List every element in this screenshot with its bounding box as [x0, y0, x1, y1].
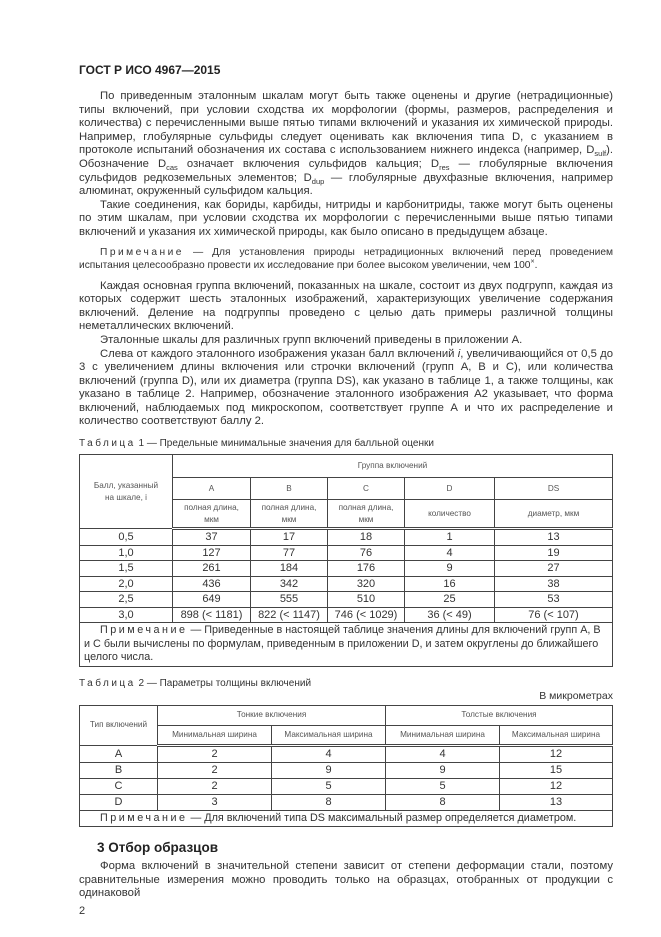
table-row [80, 545, 613, 561]
paragraph-subgroups: Каждая основная группа включений, показанных на шкале, состоит из двух подгрупп, каждая из которых содержит шесть эталонных изображений, характеризующих увеличение содержания включений. Деление на подгруппы проведено с целью дать примеры различной толщины неметаллических включений. [79, 279, 613, 333]
table-cell: A [80, 745, 158, 762]
table2-caption [79, 677, 613, 690]
table-cell: 649 [173, 592, 251, 608]
thick-header: Толстые включения [386, 705, 613, 725]
text: ). Обозначение D [79, 144, 613, 170]
body-text-3 [79, 860, 613, 901]
group-cell: C [328, 478, 405, 500]
table-row [80, 607, 613, 623]
table-cell: 9 [272, 762, 386, 778]
page-number: 2 [79, 904, 86, 917]
table-row [80, 745, 613, 762]
row-header: Балл, указанный на шкале, i [80, 455, 173, 529]
table-cell: 3 [158, 794, 272, 810]
section-heading: 3 Отбор образцов [97, 840, 219, 856]
document-header: ГОСТ Р ИСО 4967—2015 [79, 63, 221, 77]
text: По приведенным эталонным шкалам могут быть также оценены и другие (нетрадиционные) типы включений, при условии сходства их морфологии (формы, размеров, распределения и количества) с перечисленными выше пятью типами включений и указания их химической природы. Например, глобулярные сульфиды следует оценивать как включения типа D, с указанием в протоколе испытаний обозначения их состава с использованием нижнего индекса (например, D [79, 90, 613, 157]
table-row [80, 762, 613, 778]
group-cell: A [173, 478, 251, 500]
table-row [80, 592, 613, 608]
note-label: Примечание [100, 246, 184, 258]
table-cell: 436 [173, 576, 251, 592]
table-cell: 320 [328, 576, 405, 592]
note-1 [79, 246, 613, 272]
table-cell: 38 [495, 576, 613, 592]
subscript: cas [166, 162, 178, 172]
text: Слева от каждого эталонного изображения указан балл включений [100, 347, 458, 360]
paragraph-scales: Эталонные шкалы для различных групп включений приведены в приложении А. [100, 333, 523, 346]
table-2 [79, 705, 613, 828]
table-cell: 2 [158, 762, 272, 778]
subheader: Максимальная ширина [272, 725, 386, 745]
table-cell: 25 [405, 592, 495, 608]
table1-caption [79, 437, 613, 450]
table-cell: 13 [495, 529, 613, 546]
unit-cell: полная длина, мкм [173, 500, 251, 529]
table-row [80, 576, 613, 592]
subheader: Минимальная ширина [158, 725, 272, 745]
table2-units: В микрометрах [539, 689, 613, 702]
table-cell: 176 [328, 561, 405, 577]
note-label: Примечание [100, 624, 188, 637]
text: , увеличивающийся от 0,5 до 3 с увеличением длины включения или строчки включений (групп А, В и С), или количества включений (группа D), или их диаметра (группа DS), как указано в таблице 1, а также толщины, как указано в таблице 2. Например, обозначение эталонного изображения А2 указывает, что форма включений, наблюдаемых под микроскопом, соответствует группе А и что их распределение и количество соответствуют баллу 2. [79, 347, 613, 428]
table-cell: 342 [251, 576, 328, 592]
note-label: Примечание [100, 811, 188, 824]
table-cell: 2 [158, 778, 272, 794]
thin-header: Тонкие включения [158, 705, 386, 725]
superscript: × [530, 258, 535, 266]
unit-cell: количество [405, 500, 495, 529]
table-cell: 898 (< 1181) [173, 607, 251, 623]
table1-note [80, 623, 613, 667]
table-row [80, 778, 613, 794]
table-cell: 184 [251, 561, 328, 577]
table-cell: D [80, 794, 158, 810]
table-cell: 5 [272, 778, 386, 794]
table-cell: 27 [495, 561, 613, 577]
table-cell: 4 [272, 745, 386, 762]
note-text: — Для установления природы нетрадиционных включений перед проведением испытания целесообразно провести их исследование при более высоком увеличении, чем 100 [79, 246, 613, 271]
table-cell: 1,0 [80, 545, 173, 561]
group-cell: B [251, 478, 328, 500]
table-cell: 746 (< 1029) [328, 607, 405, 623]
table-cell: 1,5 [80, 561, 173, 577]
subheader: Минимальная ширина [386, 725, 500, 745]
table-cell: 4 [386, 745, 500, 762]
table-cell: 77 [251, 545, 328, 561]
table-cell: 9 [405, 561, 495, 577]
table-cell: B [80, 762, 158, 778]
table-cell: C [80, 778, 158, 794]
table-cell: 555 [251, 592, 328, 608]
table-cell: 4 [405, 545, 495, 561]
text: — глобулярные включения сульфидов редкоземельных элементов; D [79, 157, 613, 184]
table-cell: 9 [386, 762, 500, 778]
table-cell: 16 [405, 576, 495, 592]
note-text: — Приведенные в настоящей таблице значения длины для включений групп А, В и С были вычислены по формулам, приведенным в приложении D, и затем округлены до ближайшего целого числа. [84, 624, 601, 664]
table-cell: 15 [500, 762, 613, 778]
table2-note [80, 810, 613, 827]
table-cell: 2,0 [80, 576, 173, 592]
table-1 [79, 454, 613, 667]
italic-text: i [457, 347, 461, 360]
body-text-2 [79, 280, 613, 430]
table-cell: 261 [173, 561, 251, 577]
table-row [80, 561, 613, 577]
table-cell: 53 [495, 592, 613, 608]
paragraph-nontraditional-types [79, 90, 613, 199]
table-row [80, 529, 613, 546]
paragraph-compounds: Такие соединения, как бориды, карбиды, нитриды и карбонитриды, также могут быть оценены по этим шкалам, при условии сходства их морфологии с перечисленными выше пятью типами включений и указания их химической природы, как было описано в предыдущем абзаце. [79, 198, 613, 238]
subheader: Максимальная ширина [500, 725, 613, 745]
table-cell: 36 (< 49) [405, 607, 495, 623]
text: — глобулярные двухфазные включения, например алюминат, окруженный сульфидом кальция. [79, 171, 613, 198]
subscript: sulf [594, 149, 607, 159]
note-text: — Для включений типа DS максимальный размер определяется диаметром. [187, 811, 577, 824]
group-cell: D [405, 478, 495, 500]
table-cell: 510 [328, 592, 405, 608]
table-row [80, 794, 613, 810]
table-cell: 5 [386, 778, 500, 794]
subscript: dup [311, 176, 325, 186]
table-cell: 19 [495, 545, 613, 561]
subscript: res [439, 162, 450, 172]
caption-label: Таблица [79, 438, 136, 450]
table-cell: 8 [386, 794, 500, 810]
table-cell: 3,0 [80, 607, 173, 623]
table-cell: 17 [251, 529, 328, 546]
table-cell: 822 (< 1147) [251, 607, 328, 623]
table-cell: 2,5 [80, 592, 173, 608]
paragraph-scores [79, 348, 613, 430]
table-cell: 13 [500, 794, 613, 810]
table-cell: 8 [272, 794, 386, 810]
caption-label: Таблица [79, 677, 136, 689]
table-cell: 76 [328, 545, 405, 561]
unit-cell: диаметр, мкм [495, 500, 613, 529]
text: . [534, 259, 538, 271]
table-cell: 1 [405, 529, 495, 546]
paragraph-sampling: Форма включений в значительной степени зависит от степени деформации стали, поэтому сравнительные измерения можно проводить только на образцах, отобранных от продукции с одинаковой [79, 860, 613, 900]
unit-cell: полная длина, мкм [328, 500, 405, 529]
caption-text: 1 — Предельные минимальные значения для балльной оценки [135, 438, 434, 450]
table-cell: 2 [158, 745, 272, 762]
group-cell: DS [495, 478, 613, 500]
group-header: Группа включений [173, 455, 613, 478]
table-cell: 18 [328, 529, 405, 546]
body-text-1 [79, 90, 613, 240]
table-cell: 76 (< 107) [495, 607, 613, 623]
type-header: Тип включений [80, 705, 158, 745]
table-cell: 12 [500, 778, 613, 794]
unit-cell: полная длина, мкм [251, 500, 328, 529]
table-cell: 12 [500, 745, 613, 762]
caption-text: 2 — Параметры толщины включений [135, 677, 312, 689]
table-cell: 0,5 [80, 529, 173, 546]
text: означает включения сульфидов кальция; D [177, 157, 440, 170]
table-cell: 127 [173, 545, 251, 561]
table-cell: 37 [173, 529, 251, 546]
